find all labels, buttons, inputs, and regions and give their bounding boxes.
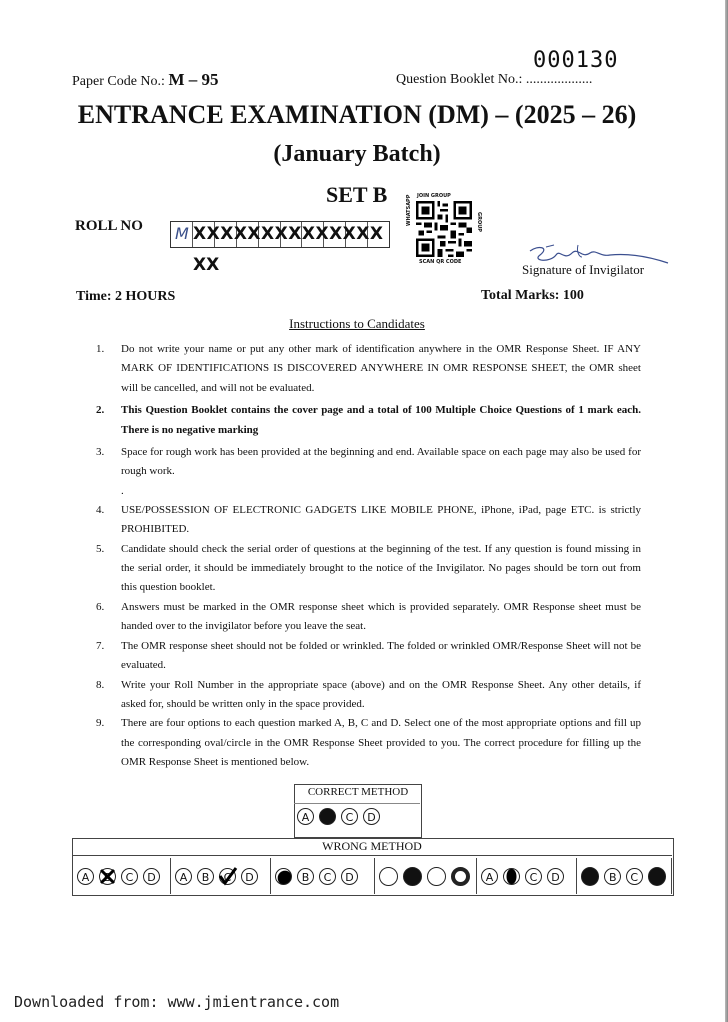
instruction-text: Candidate should check the serial order of questions at the beginning of the test. If any question is found missing in the serial order, it should be immediately brought to the notice of the Invigilator. No pages should be torn out from this question booklet. [121, 542, 641, 594]
exam-title: ENTRANCE EXAMINATION (DM) – (2025 – 26) [77, 100, 637, 129]
instruction-item [96, 676, 641, 715]
option-bubble: C [626, 868, 643, 885]
option-bubble-filled [319, 808, 336, 825]
signature-label: Signature of Invigilator [522, 262, 645, 277]
instruction-number: 2. [96, 404, 105, 417]
exam-set: SET B [326, 182, 388, 207]
wrong-method-group-multi [577, 858, 672, 894]
option-bubble: A [481, 868, 498, 885]
wrong-method-group-half [477, 858, 577, 894]
qr-top-text: JOIN GROUP [417, 193, 451, 199]
instruction-item [96, 540, 641, 598]
exam-time: Time: 2 HOURS [76, 289, 176, 304]
option-bubble: D [241, 868, 258, 885]
instruction-text: USE/POSSESSION OF ELECTRONIC GADGETS LIKE MOBILE PHONE, iPhone, iPad, page ETC. is strictly PROHIBITED. [121, 503, 641, 536]
option-bubble: C [341, 808, 358, 825]
option-bubble-thick-ring [451, 867, 470, 886]
option-bubble-empty [379, 867, 398, 886]
instruction-text: Space for rough work has been provided at the beginning and end. Available space on each page may also be used for rough work. [121, 446, 641, 478]
download-source-footer: Downloaded from: www.jmientrance.com [14, 993, 340, 1011]
instruction-number: 7. [96, 639, 105, 652]
wrong-method-group-partial [271, 858, 375, 894]
instruction-item [96, 501, 641, 540]
option-bubble: D [547, 868, 564, 885]
qr-left-text: WHATSAPP [406, 194, 412, 226]
option-bubble: D [143, 868, 160, 885]
option-bubble: D [341, 868, 358, 885]
paper-code [72, 70, 218, 90]
paper-code-label: Paper Code No.: [72, 74, 169, 89]
roll-masked-line-1: XXXXXXXXXXXXXX [193, 224, 384, 244]
instruction-number: 1. [96, 343, 105, 355]
correct-method-options [297, 807, 385, 825]
instruction-text: The OMR response sheet should not be folded or wrinkled. The folded or wrinkled OMR/Response Sheet will not be evaluated. [121, 639, 641, 672]
correct-method-divider [294, 803, 420, 804]
instructions-list [96, 340, 641, 773]
option-bubble-half [503, 868, 520, 885]
qr-code-icon[interactable] [414, 201, 474, 257]
wrong-method-divider [72, 855, 672, 856]
booklet-number: Question Booklet No.: ................... [396, 72, 593, 87]
stray-mark: . [121, 484, 124, 497]
option-bubble: B [197, 868, 214, 885]
option-bubble-filled [403, 867, 422, 886]
serial-number: 000130 [533, 48, 619, 73]
option-bubble: D [363, 808, 380, 825]
instructions-heading: Instructions to Candidates [289, 316, 425, 331]
instruction-item [96, 401, 641, 440]
instruction-text: Answers must be marked in the OMR response sheet which is provided separately. OMR Response sheet must be handed over to the invigilator before you leave the seat. [121, 600, 641, 633]
option-bubble-ticked: C [219, 868, 236, 885]
roll-handwritten-prefix: M [175, 224, 189, 243]
roll-masked-line-2: XX [193, 255, 220, 275]
wrong-method-heading: WRONG METHOD [322, 839, 422, 853]
option-bubble-filled [648, 867, 666, 886]
instruction-number: 8. [96, 678, 105, 691]
cross-mark-icon [98, 867, 117, 886]
instruction-text: Write your Roll Number in the appropriate space (above) and on the OMR Response Sheet. Any other details, if asked for, should be written only in the space provided. [121, 678, 641, 710]
instruction-text: This Question Booklet contains the cover page and a total of 100 Multiple Choice Questions of 1 mark each. There is no negative marking [121, 404, 641, 436]
option-bubble: B [604, 868, 621, 885]
wrong-method-group-cross [73, 858, 171, 894]
instruction-number: 4. [96, 503, 105, 516]
option-bubble-crossed [99, 868, 116, 885]
instruction-item [96, 443, 641, 482]
option-bubble: A [77, 868, 94, 885]
correct-method-heading: CORRECT METHOD [307, 786, 409, 798]
qr-bottom-text: SCAN QR CODE [419, 259, 462, 265]
option-bubble: B [297, 868, 314, 885]
instruction-text: Do not write your name or put any other mark of identification anywhere in the OMR Response Sheet. IF ANY MARK OF IDENTIFICATIONS IS DISCOVERED ANYWHERE IN OMR RESPONSE SHEET, the OMR sheet will be cancelled, and will not be evaluated. [121, 343, 641, 394]
instruction-number: 3. [96, 446, 105, 459]
instruction-number: 6. [96, 600, 105, 613]
instruction-number: 5. [96, 542, 105, 555]
instruction-item [96, 340, 641, 398]
instruction-item [96, 714, 641, 772]
option-bubble-empty [427, 867, 446, 886]
qr-right-text: GROUP [476, 212, 482, 232]
instruction-item [96, 598, 641, 637]
total-marks: Total Marks: 100 [481, 288, 584, 303]
option-bubble: A [297, 808, 314, 825]
tick-mark-icon [217, 866, 238, 887]
roll-number-label: ROLL NO [75, 218, 143, 234]
exam-batch: (January Batch) [273, 141, 441, 167]
option-bubble: C [319, 868, 336, 885]
option-bubble: C [525, 868, 542, 885]
wrong-method-group-tick [171, 858, 271, 894]
wrong-method-group-dark [375, 858, 477, 894]
option-bubble: C [121, 868, 138, 885]
instruction-item [96, 637, 641, 676]
option-bubble-partial [275, 868, 292, 885]
option-bubble-filled [581, 867, 599, 886]
instruction-text: There are four options to each question marked A, B, C and D. Select one of the most appropriate options and fill up the corresponding oval/circle in the OMR Response Sheet provided to you. The correct procedure for filling up the OMR Response Sheet is mentioned below. [121, 717, 641, 769]
instruction-number: 9. [96, 717, 105, 730]
option-bubble: A [175, 868, 192, 885]
paper-code-value: M – 95 [168, 70, 219, 89]
